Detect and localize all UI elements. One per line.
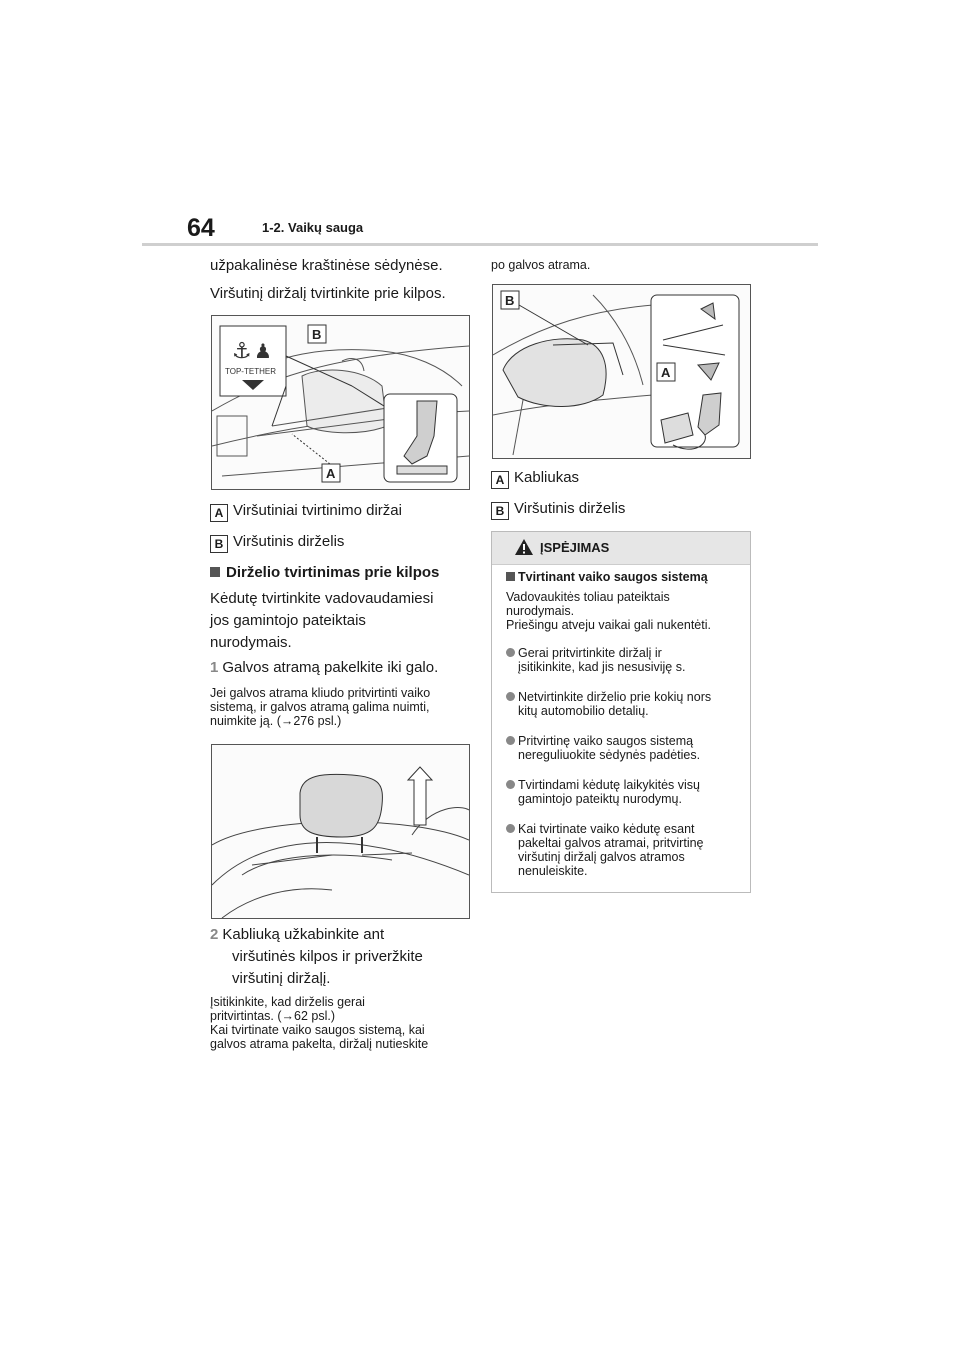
note-2-line-4: galvos atrama pakelta, diržalį nutieskite	[210, 1037, 429, 1051]
legend-item-a	[210, 500, 472, 522]
warning-item-3: Pritvirtinę vaiko saugos sistemą nereguliuokite sėdynės padėties.	[506, 734, 754, 762]
legend-right-key-a: A	[491, 471, 509, 489]
legend-key-a: A	[210, 504, 228, 522]
legend-right-text-b: Viršutinis dirželis	[514, 500, 626, 517]
step-1-number: 1	[210, 659, 219, 676]
para-line-3: nurodymais.	[210, 634, 292, 651]
legend-right-item-b	[491, 498, 753, 520]
step-1	[210, 657, 472, 679]
legend-key-b: B	[210, 535, 228, 553]
figure-top-tether-anchor	[211, 315, 470, 490]
figure-hook-attach	[492, 284, 751, 459]
legend-item-b	[210, 531, 472, 553]
bullet-dot-icon	[506, 736, 515, 745]
warning-item-5: Kai tvirtinate vaiko kėdutę esant pakeltai galvos atramai, pritvirtinę viršutinį diržalį galvos atramos nenuleiskite.	[506, 822, 754, 878]
intro-line-2: Viršutinį diržalį tvirtinkite prie kilpos.	[210, 285, 446, 302]
warning-item-1: Gerai pritvirtinkite diržalį ir įsitikinkite, kad jis nesusiviję s.	[506, 646, 754, 674]
note-1-line-3: nuimkite ją. (→276 psl.)	[210, 714, 342, 728]
section-title: 1-2. Vaikų sauga	[262, 220, 364, 235]
fig3-label-b: B	[505, 293, 515, 308]
svg-text:⚓: ⚓	[232, 339, 252, 364]
warning-subhead: Tvirtinant vaiko saugos sistemą	[506, 570, 742, 584]
warning-header	[492, 532, 750, 565]
note-1-line-2: sistemą, ir galvos atramą galima nuimti,	[210, 700, 430, 714]
note-2-line-1: Įsitikinkite, kad dirželis gerai	[210, 995, 365, 1009]
page-number: 64	[187, 214, 215, 242]
bullet-dot-icon	[506, 780, 515, 789]
bullet-dot-icon	[506, 824, 515, 833]
fig1-label-a: A	[326, 466, 336, 481]
legend-text-b: Viršutinis dirželis	[233, 533, 345, 550]
step-2-line-2: viršutinės kilpos ir priveržkite	[232, 948, 423, 965]
legend-right-key-b: B	[491, 502, 509, 520]
bullet-dot-icon	[506, 648, 515, 657]
note-2-line-3: Kai tvirtinate vaiko saugos sistemą, kai	[210, 1023, 425, 1037]
intro-line-1: užpakalinėse kraštinėse sėdynėse.	[210, 257, 443, 274]
warning-intro: Vadovaukitės toliau pateiktais nurodymais. Priešingu atveju vaikai gali nukentėti.	[506, 590, 711, 632]
fig3-label-a: A	[661, 365, 671, 380]
fig1-label-b: B	[312, 327, 322, 342]
subsection-heading: Dirželio tvirtinimas prie kilpos	[210, 562, 472, 584]
legend-right-text-a: Kabliukas	[514, 469, 580, 486]
para-line-1: Kėdutę tvirtinkite vadovaudamiesi	[210, 590, 434, 607]
warning-item-2: Netvirtinkite dirželio prie kokių nors kitų automobilio detalių.	[506, 690, 754, 718]
bullet-dot-icon	[506, 692, 515, 701]
legend-right-item-a	[491, 467, 753, 489]
step-1-text: Galvos atramą pakelkite iki galo.	[222, 659, 439, 676]
warning-item-4: Tvirtindami kėdutę laikykitės visų gamintojo pateiktų nurodymų.	[506, 778, 754, 806]
note-2-line-2: pritvirtintas. (→62 psl.)	[210, 1009, 336, 1023]
warning-title: ĮSPĖJIMAS	[540, 540, 610, 555]
top-tether-badge-text: TOP-TETHER	[225, 367, 276, 376]
step-2-line-3: viršutinį diržaļį.	[232, 970, 331, 987]
figure-headrest-raise	[211, 744, 470, 919]
square-bullet-icon	[210, 567, 220, 577]
legend-text-a: Viršutiniai tvirtinimo diržai	[233, 502, 402, 519]
note-1-line-1: Jei galvos atrama kliudo pritvirtinti vaiko	[210, 686, 431, 700]
square-bullet-icon	[506, 572, 515, 581]
continuation-text: po galvos atrama.	[491, 258, 591, 272]
step-2-line-1: 2 Kabliuką užkabinkite ant	[210, 926, 385, 943]
header-rule	[142, 243, 818, 246]
para-line-2: jos gamintojo pateiktais	[210, 612, 366, 629]
warning-triangle-icon	[514, 538, 534, 556]
warning-box	[491, 531, 751, 893]
svg-text:♟: ♟	[254, 339, 272, 363]
step-2-number: 2	[210, 926, 219, 943]
